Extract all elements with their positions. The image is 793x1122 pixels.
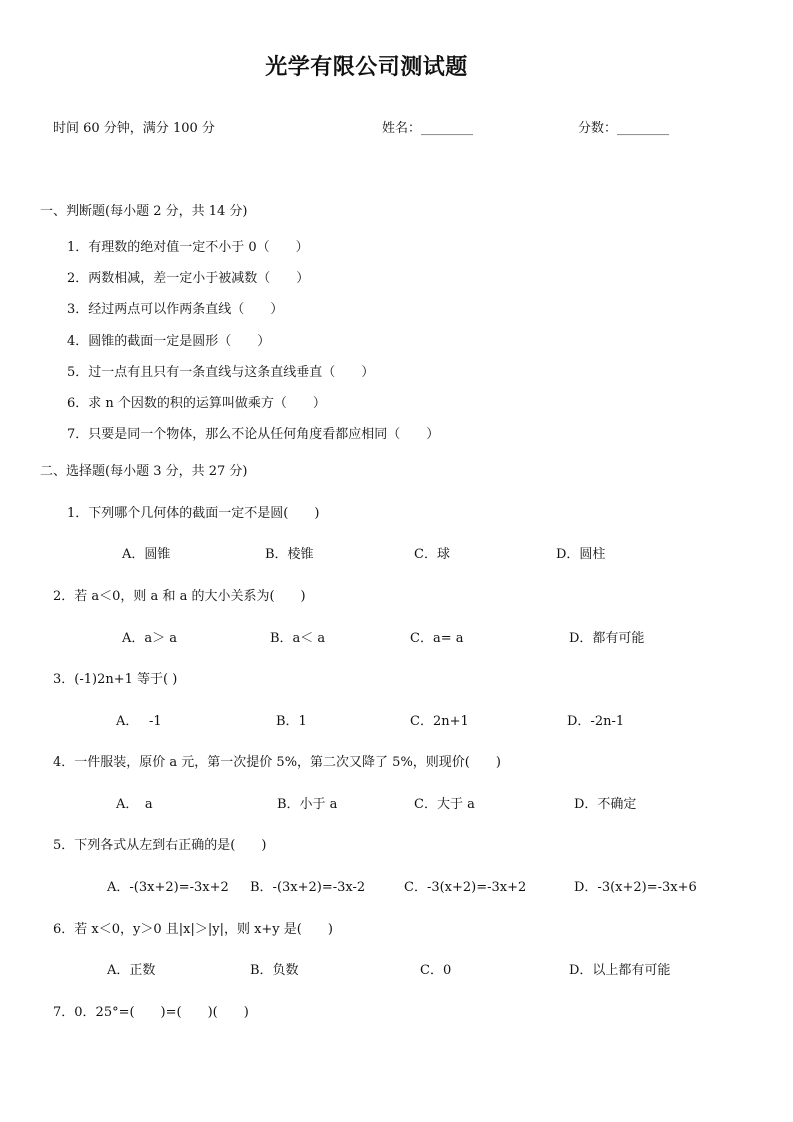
mc-option: C．2n+1 (410, 714, 469, 729)
mc-option: D．-2n-1 (567, 714, 625, 729)
tf-item: 1．有理数的绝对值一定不小于 0（ ） (67, 240, 309, 255)
mc-option: A．圆锥 (122, 547, 171, 562)
mc-option: D．都有可能 (569, 631, 645, 646)
mc-option: A．a＞ a (122, 631, 178, 646)
mc-question: 2．若 a＜0，则 a 和 a 的大小关系为( ) (53, 589, 306, 604)
mc-option: C．a= a (410, 631, 464, 646)
mc-option: B．a＜ a (270, 631, 326, 646)
mc-option: B．-(3x+2)=-3x-2 (250, 880, 366, 895)
mc-question: 4．一件服装，原价 a 元，第一次提价 5%，第二次又降了 5%，则现价( ) (53, 755, 501, 770)
tf-item: 7．只要是同一个物体，那么不论从任何角度看都应相同（ ） (67, 427, 440, 442)
mc-option: C．球 (414, 547, 450, 562)
tf-item: 3．经过两点可以作两条直线（ ） (67, 302, 284, 317)
mc-option: D．-3(x+2)=-3x+6 (574, 880, 697, 895)
mc-question: 3．(-1)2n+1 等于( ) (53, 672, 178, 687)
mc-option: A．正数 (107, 963, 156, 978)
tf-item: 4．圆锥的截面一定是圆形（ ） (67, 334, 271, 349)
name-field-label: 姓名：________ (382, 121, 474, 136)
mc-option: C．0 (420, 963, 452, 978)
mc-option: A．-(3x+2)=-3x+2 (107, 880, 229, 895)
mc-option: C．大于 a (414, 797, 475, 812)
mc-option: B．棱锥 (265, 547, 314, 562)
mc-question: 7．0．25°=( )=( )( ) (53, 1005, 249, 1020)
mc-option: B．负数 (250, 963, 299, 978)
mc-option: D．不确定 (574, 797, 637, 812)
tf-item: 6．求 n 个因数的积的运算叫做乘方（ ） (67, 396, 326, 411)
mc-question: 1．下列哪个几何体的截面一定不是圆( ) (67, 506, 320, 521)
mc-option: D．圆柱 (556, 547, 606, 562)
score-field-label: 分数：________ (578, 121, 670, 136)
mc-option: C．-3(x+2)=-3x+2 (404, 880, 527, 895)
mc-option: A． -1 (116, 714, 162, 729)
mc-question: 5．下列各式从左到右正确的是( ) (53, 838, 267, 853)
mc-option: B．小于 a (277, 797, 338, 812)
page-title: 光学有限公司测试题 (265, 55, 468, 80)
mc-option: A． a (116, 797, 153, 812)
section-heading-true-false: 一、判断题(每小题 2 分，共 14 分) (40, 204, 248, 219)
mc-option: B．1 (276, 714, 307, 729)
time-info: 时间 60 分钟，满分 100 分 (53, 121, 215, 136)
mc-question: 6．若 x＜0，y＞0 且|x|＞|y|，则 x+y 是( ) (53, 922, 333, 937)
section-heading-multiple-choice: 二、选择题(每小题 3 分，共 27 分) (40, 464, 248, 479)
mc-option: D．以上都有可能 (569, 963, 671, 978)
tf-item: 2．两数相减，差一定小于被减数（ ） (67, 271, 310, 286)
tf-item: 5．过一点有且只有一条直线与这条直线垂直（ ） (67, 365, 375, 380)
